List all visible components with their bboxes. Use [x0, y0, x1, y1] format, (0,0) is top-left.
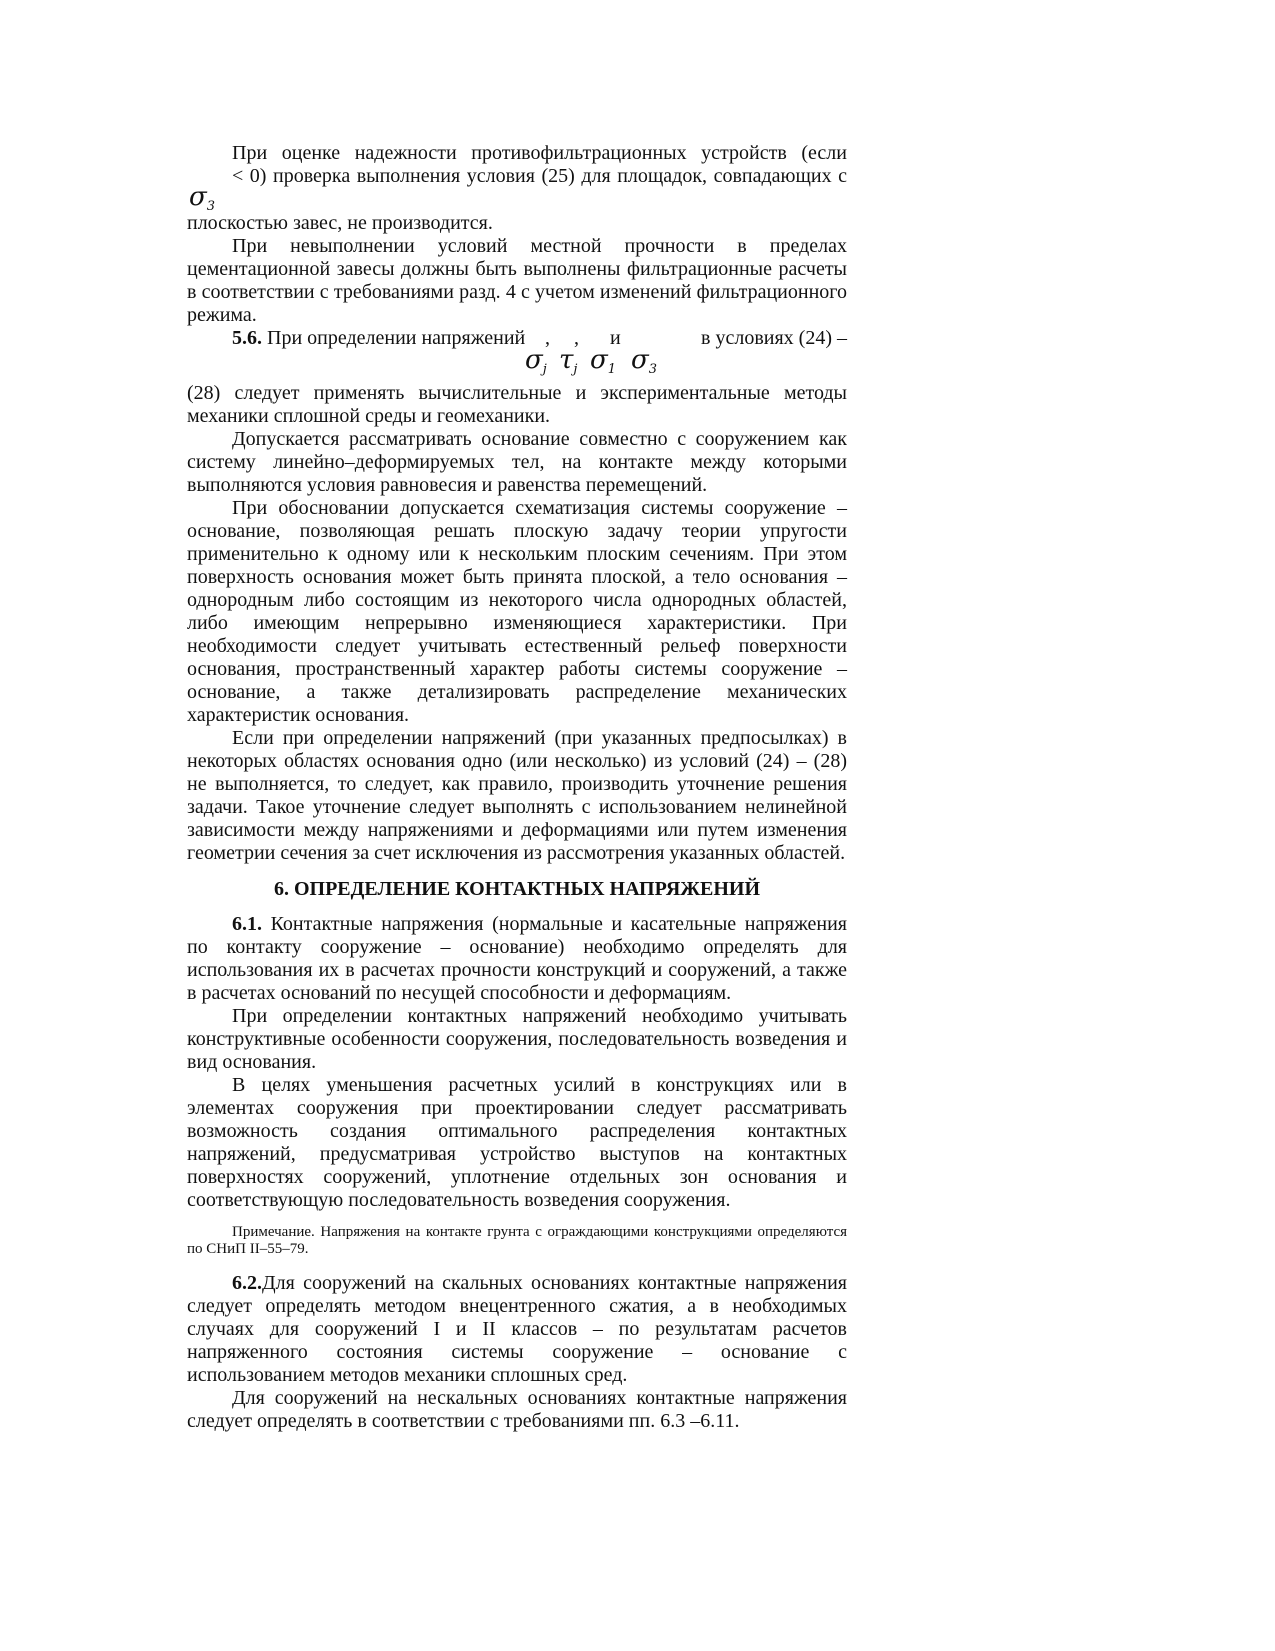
paragraph-line: < 0) проверка выполнения условия (25) для площадок, совпадающих с	[232, 165, 847, 187]
paragraph-5-6	[187, 327, 847, 428]
conjunction: и	[610, 327, 621, 349]
paragraph-refinement: Если при определении напряжений (при указанных предпосылках) в некоторых областях основания одно (или несколько) из условий (24) – (28) не выполняется, то следует, как правило, производить уточнение решения задачи. Такое уточнение следует выполнять с использованием нелинейной зависимости между напряжениями и деформациями или путем изменения геометрии сечения за счет исключения из рассмотрения указанных областей.	[187, 727, 847, 864]
paragraph-6-2	[187, 1272, 847, 1387]
sigma-j-symbol: $\sigma_j$	[525, 345, 547, 377]
paragraph-linear-deformable: Допускается рассматривать основание совместно с сооружением как систему линейно–деформируемых тел, на контакте между которыми выполняются условия равновесия и равенства перемещений.	[187, 428, 847, 496]
formula-line	[187, 345, 847, 382]
paragraph-optimal-distribution: В целях уменьшения расчетных усилий в конструкциях или в элементах сооружения при проектировании следует рассматривать возможность создания оптимального распределения контактных напряжений, предусматривая устройство выступов на контактных поверхностях сооружений, уплотнение отдельных зон основания и соответствующую последовательность возведения сооружения.	[187, 1074, 847, 1211]
paragraph-text: При определении напряжений	[267, 327, 526, 349]
section-heading: 6. ОПРЕДЕЛЕНИЕ КОНТАКТНЫХ НАПРЯЖЕНИЙ	[273, 878, 761, 900]
paragraph-text: Контактные напряжения (нормальные и касательные напряжения по контакту сооружение – основание) необходимо определять для использования их в расчетах прочности конструкций и сооружений, а также в расчетах оснований по несущей способности и деформациям.	[187, 913, 847, 1004]
document-page	[187, 142, 847, 1433]
paragraph-non-rock-foundations: Для сооружений на нескальных основаниях контактные напряжения следует определять в соответствии с требованиями пп. 6.3 –6.11.	[187, 1387, 847, 1432]
paragraph-line: плоскостью завес, не производится.	[187, 212, 493, 234]
paragraph-text: в условиях (24) –	[701, 327, 847, 349]
paragraph-filtration-reliability	[187, 142, 847, 235]
paragraph-text: Для сооружений на скальных основаниях контактные напряжения следует определять методом внецентренного сжатия, а в необходимых случаях для сооружений I и II классов – по результатам расчетов напряженного состояния системы сооружение – основание с использованием методов механики сплошных сред.	[187, 1272, 847, 1386]
section-number: 6.1.	[232, 913, 262, 935]
note: Примечание. Напряжения на контакте грунта с ограждающими конструкциями определяются по СНиП II–55–79.	[187, 1224, 847, 1257]
tau-j-symbol: $\tau_j$	[559, 345, 578, 377]
sigma-3-symbol: $\sigma_3$	[189, 182, 216, 214]
formula-line	[187, 182, 847, 214]
section-number: 5.6.	[232, 327, 262, 349]
separator-comma: ,	[574, 327, 579, 349]
sigma-1-symbol: $\sigma_1$	[590, 345, 617, 377]
paragraph-text: (28) следует применять вычислительные и экспериментальные методы механики сплошной среды и геомеханики.	[187, 382, 847, 427]
sigma-3-symbol: $\sigma_3$	[631, 345, 658, 377]
paragraph-line: При оценке надежности противофильтрационных устройств (если	[232, 142, 847, 164]
paragraph-local-strength: При невыполнении условий местной прочности в пределах цементационной завесы должны быть выполнены фильтрационные расчеты в соответствии с требованиями разд. 4 с учетом изменений фильтрационного режима.	[187, 235, 847, 326]
paragraph-line	[187, 327, 847, 350]
paragraph-construction-features: При определении контактных напряжений необходимо учитывать конструктивные особенности сооружения, последовательность возведения и вид основания.	[187, 1005, 847, 1073]
section-number: 6.2.	[232, 1272, 262, 1294]
paragraph-schematization: При обосновании допускается схематизация системы сооружение – основание, позволяющая решать плоскую задачу теории упругости применительно к одному или к нескольким плоским сечениям. При этом поверхность основания может быть принята плоской, а тело основания – однородным либо состоящим из некоторого числа однородных областей, либо имеющим непрерывно изменяющиеся характеристики. При необходимости следует учитывать естественный рельеф поверхности основания, пространственный характер работы системы сооружение – основание, а также детализировать распределение механических характеристик основания.	[187, 497, 847, 726]
paragraph-6-1	[187, 913, 847, 1005]
separator-comma: ,	[545, 327, 550, 349]
